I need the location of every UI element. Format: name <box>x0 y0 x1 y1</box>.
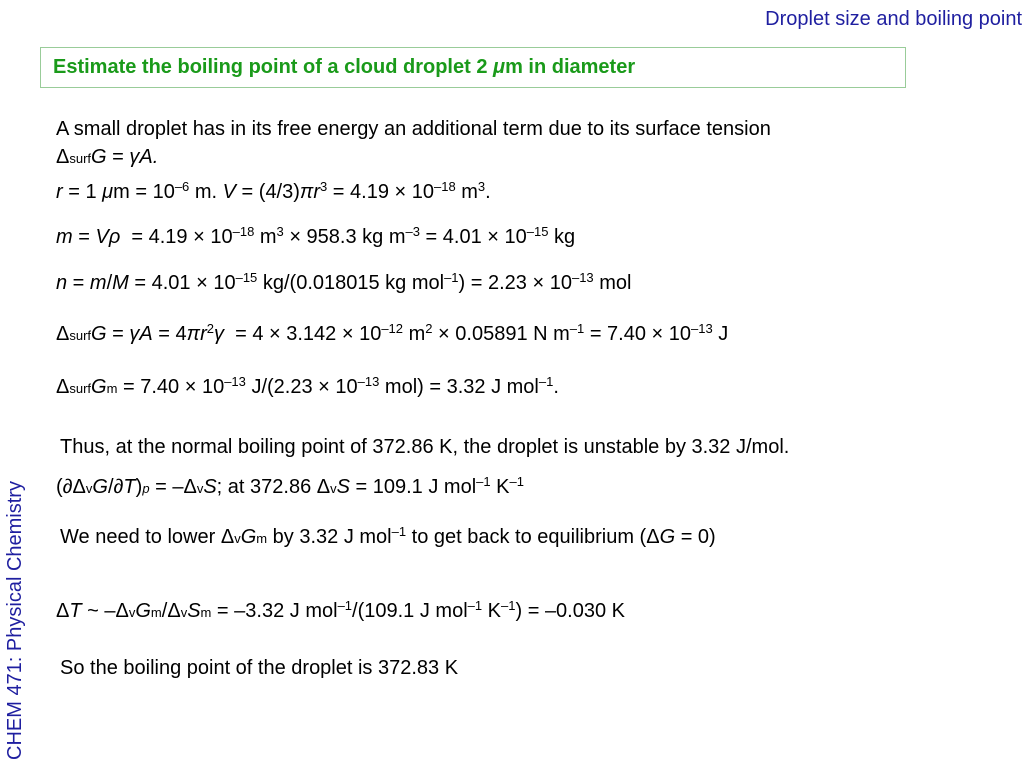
mass-line: $m = V\rho = 4.19 \times 10^{-18}$ $m^3 \times 958.3$ kg $m^{-3} = 4.01 \times 10^{-15}$ kg <box>56 224 576 248</box>
surface-energy-formula: ΔsurfG = γA. <box>56 146 159 168</box>
derivative-line: (∂ΔvG/∂T)p = –ΔvS; at 372.86 ΔvS = 109.1 J mol$^{-1}$ $K^{-1}$ <box>56 474 524 498</box>
slide-header-title: Droplet size and boiling point <box>765 8 1022 30</box>
moles-line: $n = m/M = 4.01 \times 10^{-15}$ kg/(0.018015 kg $mol^{-1}) = 2.23 \times 10^{-13}$ mol <box>56 270 632 294</box>
temperature-change-line: ΔT ~ –ΔvGm/ΔvSm = –3.32 J mol$^{-1}$/(109.1 J mol$^{-1}$ $K^{-1}) = -0.030$ K <box>56 598 626 622</box>
intro-line: A small droplet has in its free energy an additional term due to its surface tension <box>56 118 771 140</box>
conclusion-line: So the boiling point of the droplet is 372.83 K <box>60 657 459 679</box>
surface-free-energy-line: ΔsurfG = $\gamma A = 4\pi r^2\gamma = 4 \times 3.142 \times 10^{-12}$ $m^2 \times 0.05891$ N $m^{-1} = 7.40 \times 10^{-13}$ J <box>56 321 729 345</box>
instability-line: Thus, at the normal boiling point of 372.86 K, the droplet is unstable by 3.32 J/mol. <box>60 436 790 458</box>
molar-surface-energy-line: ΔsurfGm = $7.40 \times 10^{-13}$ $J/(2.23 \times 10^{-13}$ mol) = 3.32 J mol$^{-1}$. <box>56 374 559 398</box>
radius-volume-line: r = 1 $\mu m = 10^{-6}$ m. $V = (4/3)\pi r^3 = 4.19 \times 10^{-18}$ $m^3$. <box>56 179 491 203</box>
question-title: Estimate the boiling point of a cloud droplet 2 μm in diameter <box>53 56 636 78</box>
equilibrium-line: We need to lower ΔvGm by 3.32 J mol$^{-1}$ to get back to equilibrium (ΔG = 0) <box>60 524 716 548</box>
course-title-vertical: CHEM 471: Physical Chemistry <box>4 481 26 760</box>
question-box <box>40 47 906 88</box>
